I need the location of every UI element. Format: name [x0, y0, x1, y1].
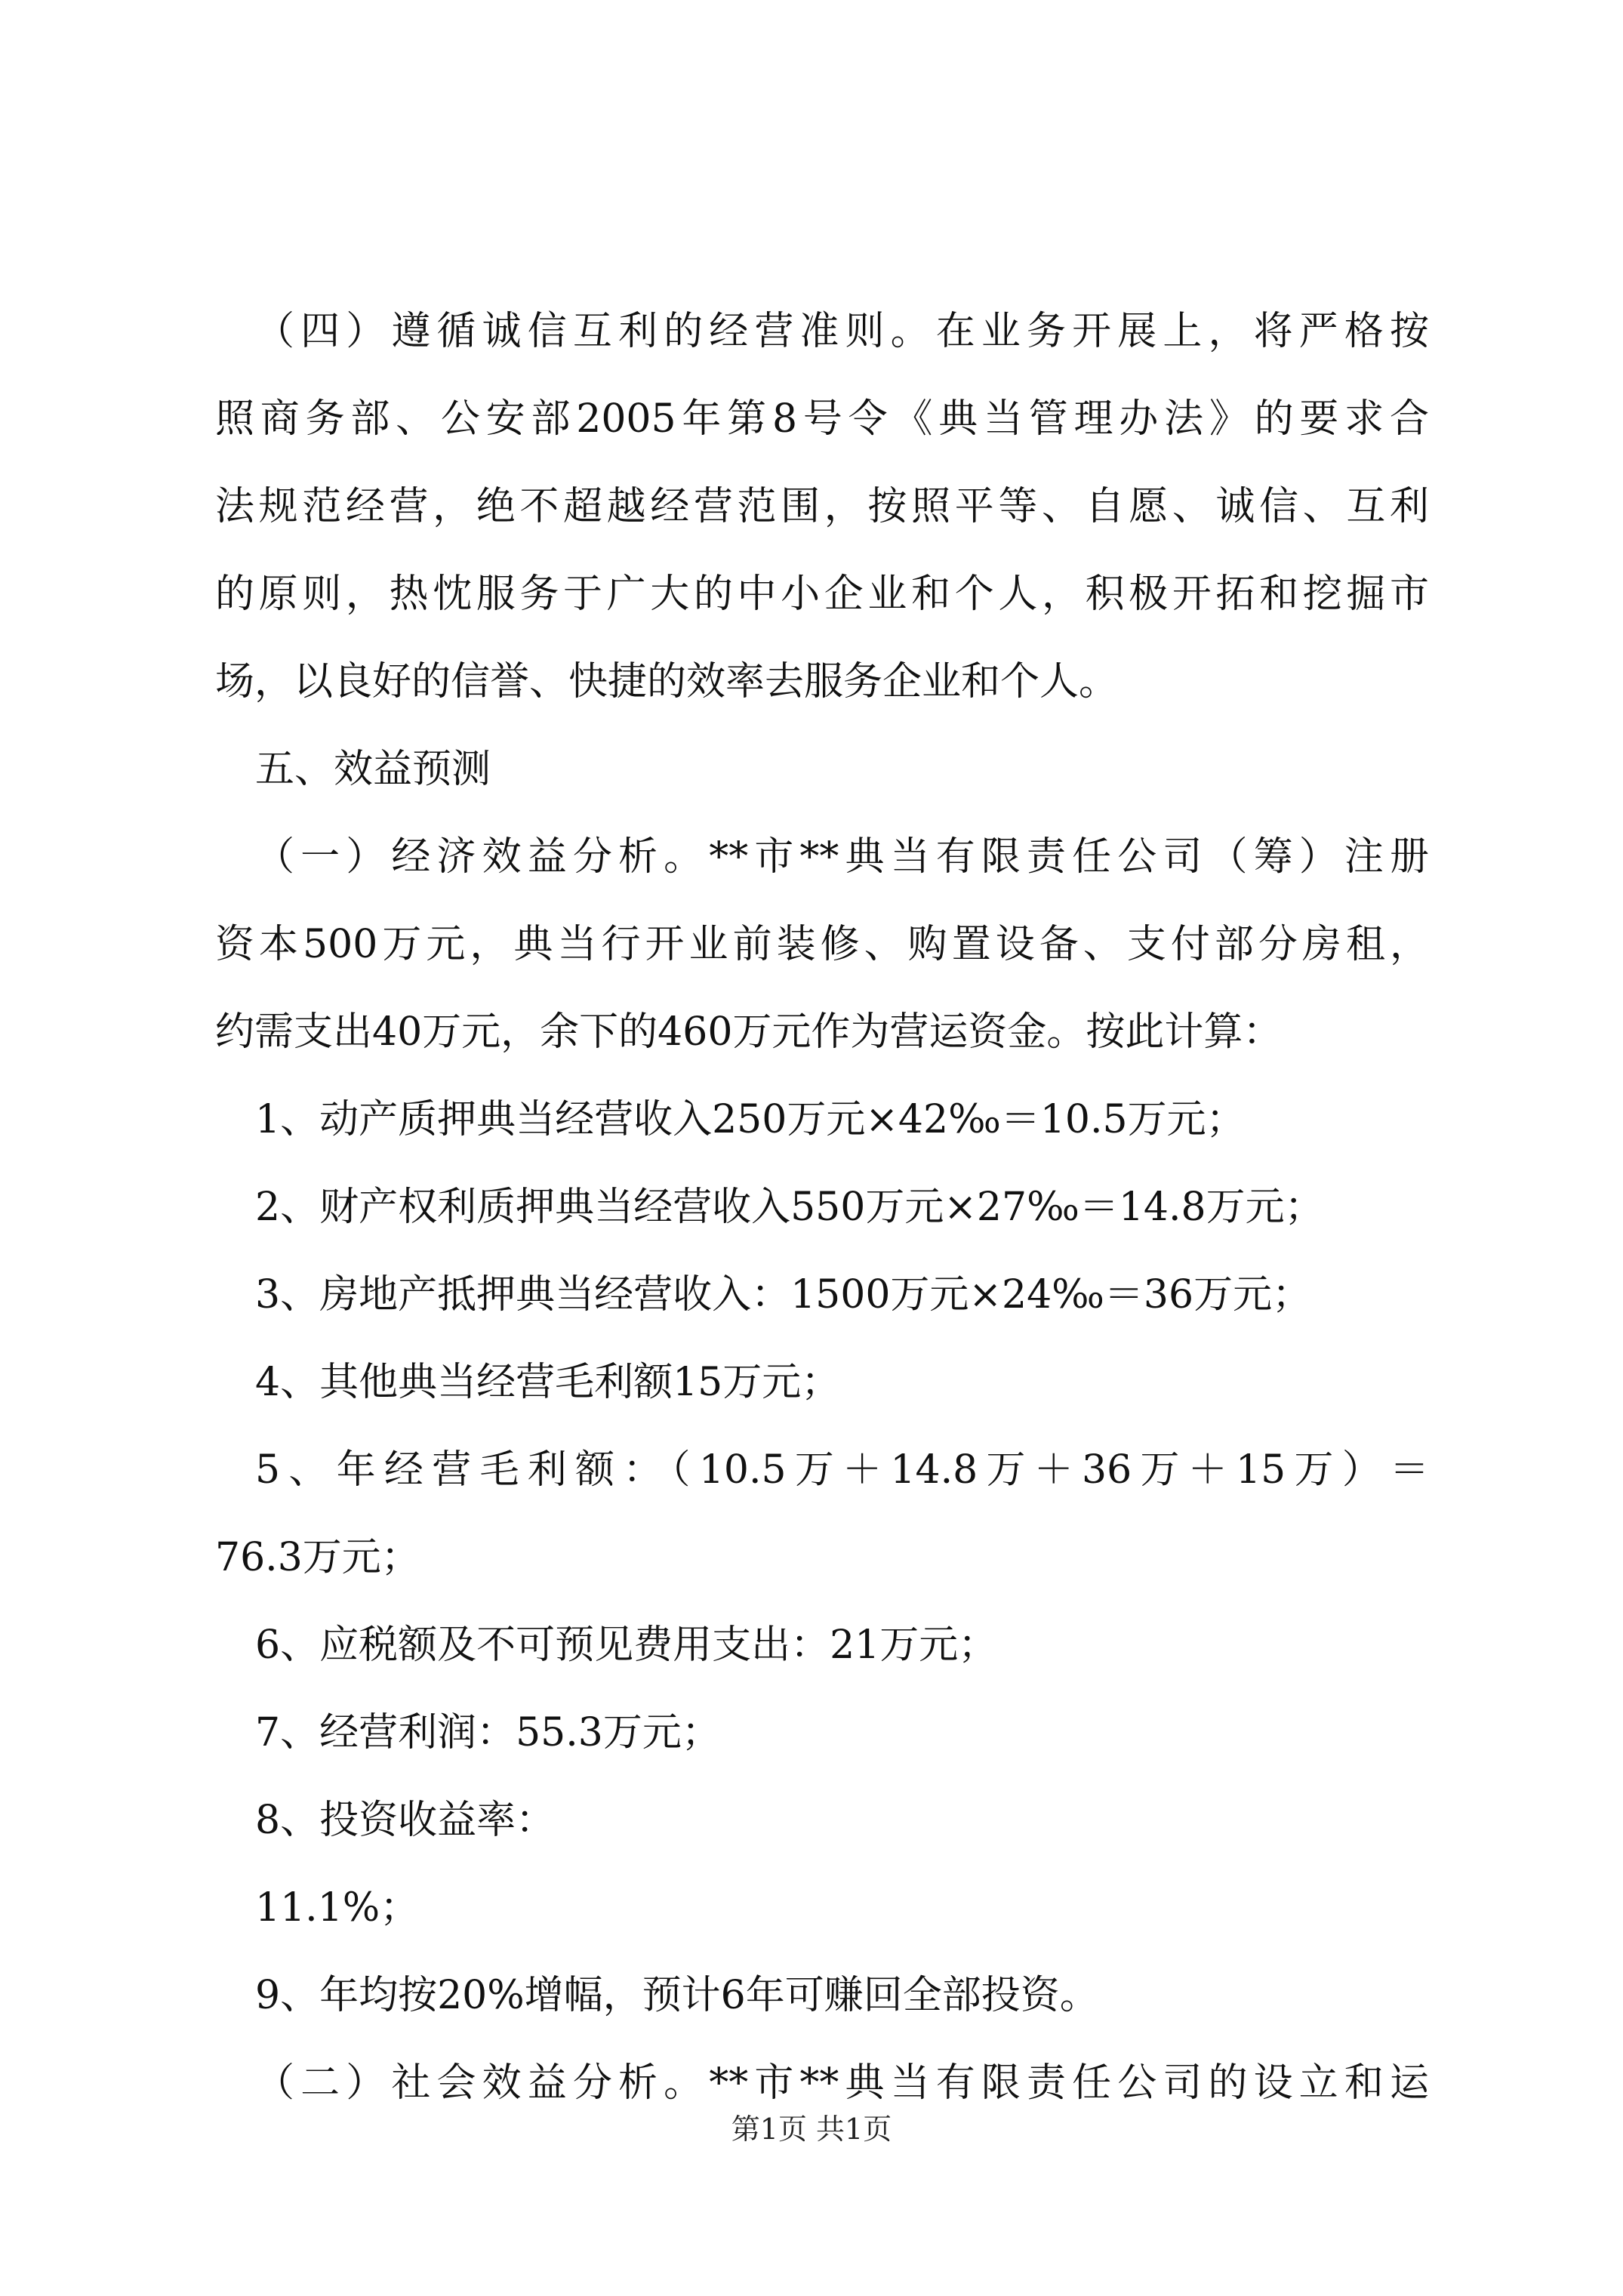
- list-item-text: 1、动产质押典当经营收入250万元×42‰＝10.5万元；: [255, 1097, 1246, 1142]
- list-item-text: 2、财产权利质押典当经营收入550万元×27‰＝14.8万元；: [255, 1185, 1324, 1230]
- list-item-text: 7、经营利润：55.3万元；: [255, 1710, 721, 1755]
- body-text: 照商务部、公安部2005年第8号令《典当管理办法》的要求合: [215, 396, 1429, 442]
- page-footer: 第1页 共1页: [731, 2113, 892, 2146]
- subsection-heading-1: （一）经济效益分析。**市**典当有限责任公司（筹）注册: [255, 834, 1429, 880]
- section-heading-4: （四）遵循诚信互利的经营准则。在业务开展上，将严格按: [255, 309, 1429, 354]
- section-title: 五、效益预测: [255, 747, 491, 792]
- list-item-text: 5、年经营毛利额：（10.5万＋14.8万＋36万＋15万）＝: [255, 1447, 1429, 1493]
- body-text: 法规范经营，绝不超越经营范围，按照平等、自愿、诚信、互利: [215, 484, 1429, 529]
- body-text: 资本500万元，典当行开业前装修、购置设备、支付部分房租，: [215, 922, 1429, 967]
- list-item-text: 4、其他典当经营毛利额15万元；: [255, 1360, 841, 1405]
- subsection-heading-2: （二）社会效益分析。**市**典当有限责任公司的设立和运: [255, 2060, 1429, 2106]
- body-text: 场，以良好的信誉、快捷的效率去服务企业和个人。: [215, 659, 1119, 704]
- list-item-text: 8、投资收益率：: [255, 1798, 556, 1843]
- list-item-text: 76.3万元；: [215, 1535, 420, 1580]
- list-item-text: 11.1%；: [255, 1885, 420, 1931]
- body-text: 的原则，热忱服务于广大的中小企业和个人，积极开拓和挖掘市: [215, 572, 1429, 617]
- list-item-text: 6、应税额及不可预见费用支出：21万元；: [255, 1623, 998, 1668]
- list-item-text: 3、房地产抵押典当经营收入：1500万元×24‰＝36万元；: [255, 1272, 1312, 1318]
- list-item-text: 9、年均按20%增幅，预计6年可赚回全部投资。: [255, 1973, 1099, 2018]
- body-text: 约需支出40万元，余下的460万元作为营运资金。按此计算：: [215, 1009, 1283, 1055]
